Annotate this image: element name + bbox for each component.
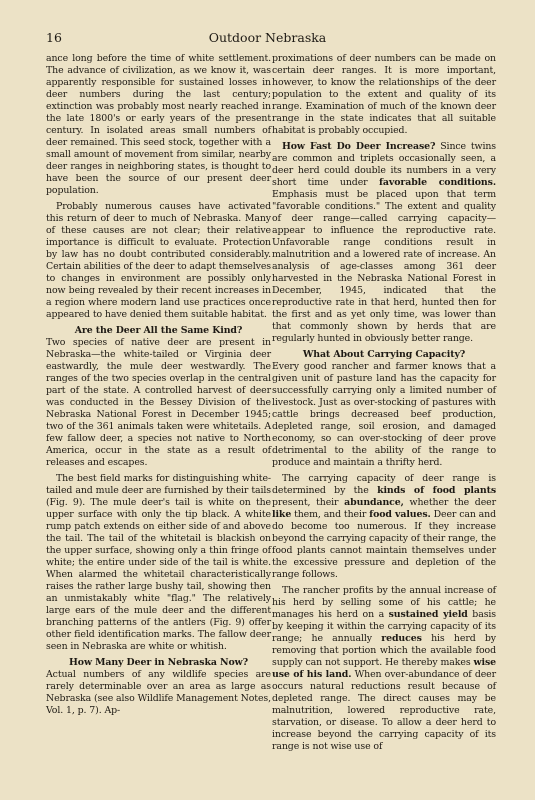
text: them, and their	[291, 509, 370, 520]
text: When over-abundance of deer occurs natural reductions result because of depleted range. The direct causes may be malnutrition, lowered reproductive rate, starvation, or disease. To allow a deer herd to increase beyond the carrying capacity of its range is not wise use of	[272, 669, 496, 752]
run-in-heading: How Fast Do Deer Increase?	[282, 141, 436, 152]
page-number: 16	[46, 30, 62, 45]
emphasis: kinds of food plants	[377, 485, 496, 496]
paragraph	[272, 141, 496, 345]
paragraph	[272, 473, 496, 581]
right-column	[272, 53, 496, 757]
paragraph	[272, 585, 496, 753]
text: Emphasis must be placed upon that term "favorable conditions." The extent and quality of deer range—called carrying capacity—appear to influence the reproductive rate. Unfavorable range conditions result in malnutrition and a lowered rate of increase. An analysis of age-classes among 361 deer harvested in the Nebraska National Forest in December, 1945, indicated that the reproductive rate in that herd, hunted then for the first and as yet only time, was lower than that commonly shown by herds that are regularly hunted in obviously better range.	[272, 189, 496, 344]
paragraph: ance long before the time of white settlement. The advance of civilization, as we know it, was apparently responsible for sustained losses in deer numbers during the last century; extinction was probably most nearly reached in the late 1800's or early years of the present century. In isolated areas small numbers of deer remained. This seed stock, together with a small amount of movement from similar, nearby deer ranges in neighboring states, is thought to have been the source of our present deer population.	[46, 53, 271, 196]
paragraph: Two species of native deer are present in Nebraska—the white-tailed or Virginia deer eastwardly, the mule deer westwardly. The ranges of the two species overlap in the central part of the state. A controlled harvest of deer was conducted in the Bessey Division of the Nebraska National Forest in December 1945; two of the 361 animals taken were whitetails. A few fallow deer, a species not native to North America, occur in the state as a result of releases and escapes.	[46, 337, 271, 468]
text: The carrying capacity of deer range is determined by the	[272, 473, 496, 496]
paragraph: Actual numbers of any wildlife species are rarely determinable over an area as large as Nebraska (see also Wildlife Management Notes, Vol. 1, p. 7). Ap-	[46, 669, 271, 716]
left-column	[46, 53, 271, 721]
section-heading: How Many Deer in Nebraska Now?	[69, 657, 248, 668]
paragraph: Every good rancher and farmer knows that a given unit of pasture land has the capacity for successfully carrying only a limited number of livestock. Just as over-stocking of pastures with cattle brings decreased beef production, depleted range, soil erosion, and damaged economy, so can over-stocking of deer prove detrimental to the ability of the range to produce and maintain a thrifty herd.	[272, 361, 496, 468]
emphasis: abundance,	[344, 497, 404, 508]
running-title: Outdoor Nebraska	[208, 30, 327, 45]
emphasis: wise use of his land.	[272, 657, 496, 680]
emphasis: favorable conditions.	[378, 177, 496, 188]
emphasis: like	[272, 509, 292, 520]
page-header	[46, 30, 489, 46]
text: Since twins are common and triplets occasionally seen, a deer herd could double its numbers in a very short time under	[272, 141, 496, 188]
section-heading: Are the Deer All the Same Kind?	[74, 325, 243, 336]
text: present, their	[272, 497, 345, 508]
text: The rancher profits by the annual increase of his herd by selling some of his cattle; he manages his herd on a	[272, 585, 496, 620]
text: his herd by removing that portion which the available food supply can not support. He thereby makes	[272, 633, 496, 668]
text: basis by keeping it within the carrying capacity of its range; he annually	[272, 609, 497, 644]
text: whether the deer	[403, 497, 496, 508]
text: Deer can and do become too numerous. If they increase beyond the carrying capacity of their range, the food plants cannot maintain themselves under the excessive pressure and depletion of the range follows.	[272, 509, 496, 580]
emphasis: sustained yield	[388, 609, 468, 620]
paragraph: The best field marks for distinguishing white-tailed and mule deer are furnished by their tails (Fig. 9). The mule deer's tail is white on the upper surface with only the tip black. A white rump patch extends on either side of and above the tail. The tail of the whitetail is blackish on the upper surface, showing only a thin fringe of white; the entire under side of the tail is white. When alarmed the whitetail characteristically raises the rather large bushy tail, showing then an unmistakably white "flag." The relatively large ears of the mule deer and the different branching patterns of the antlers (Fig. 9) offer other field identification marks. The fallow deer seen in Nebraska are white or whitish.	[46, 473, 271, 652]
emphasis: food values.	[369, 509, 431, 520]
emphasis: reduces	[381, 633, 422, 644]
paragraph: Probably numerous causes have activated this return of deer to much of Nebraska. Many of these causes are not clear; their relative importance is difficult to evaluate. Protection by law has no doubt contributed considerably. Certain abilities of the deer to adapt themselves to changes in environment are possibly only now being revealed by their recent increases in a region where modern land use practices once appeared to have denied them suitable habitat.	[46, 201, 271, 320]
section-heading: What About Carrying Capacity?	[302, 349, 466, 360]
paragraph: proximations of deer numbers can be made on certain deer ranges. It is more important, however, to know the relationships of the deer population to the extent and quality of its range. Examination of much of the known deer range in the state indicates that all suitable habitat is probably occupied.	[272, 53, 496, 136]
